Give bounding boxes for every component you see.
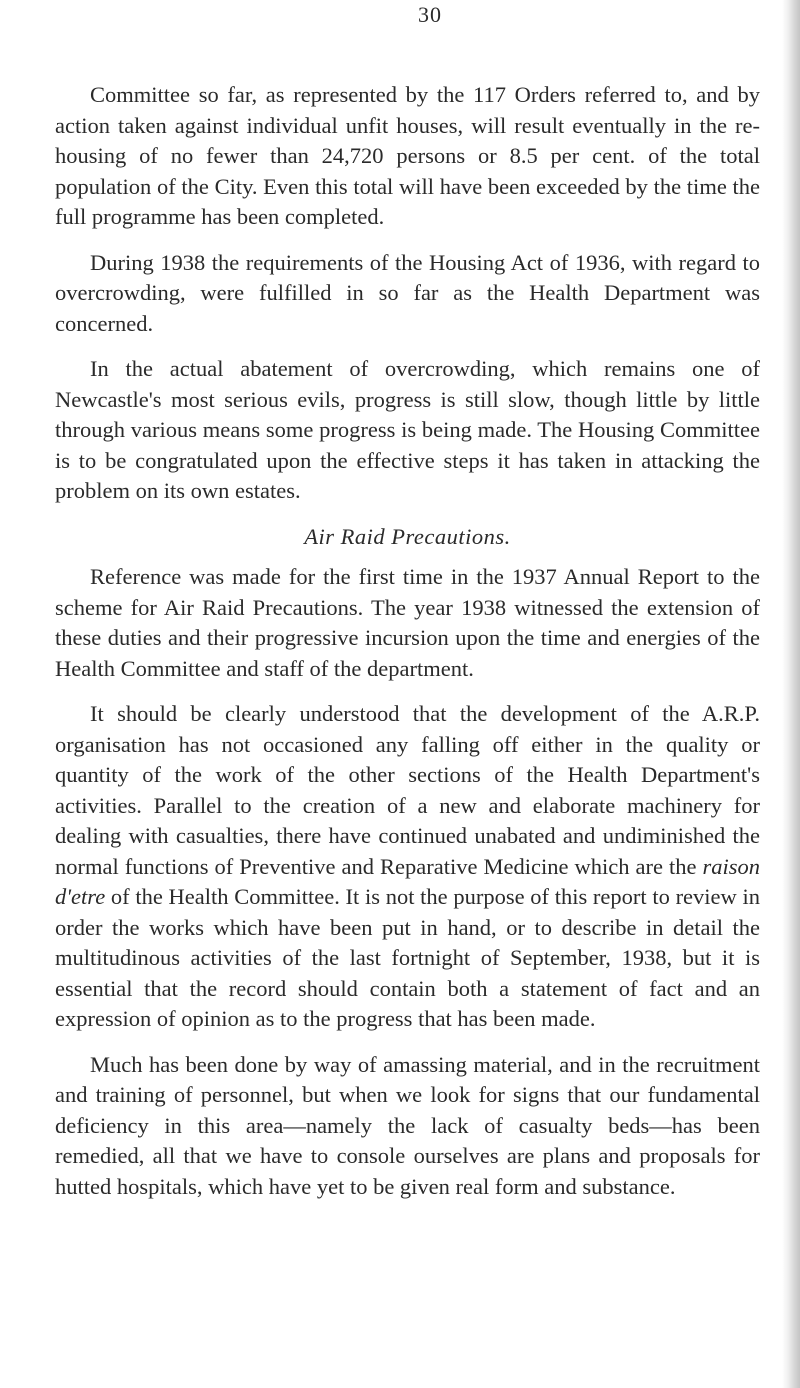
raison-detre-phrase: raison d'etre [55,853,760,909]
paragraph-casualty-beds: Much has been done by way of amassing material, and in the recruitment and training of personnel, but when we look for signs that our fundamental deficiency in this area—namely the lack of casualty beds—has been remedied, all that we have to console ourselves are plans and proposals for hutted hospitals, which have yet to be given real form and substance. [55,1051,760,1199]
paragraph-housing-orders: Committee so far, as represented by the 117 Orders referred to, and by action taken against individual unfit houses, will result eventually in the re-housing of no fewer than 24,720 persons or 8.5 per cent. of the total population of the City. Even this total will have been exceeded by the time the full programme has been completed. [55,82,760,229]
document-body [55,80,760,1217]
page-edge-shadow [782,0,800,1388]
paragraph-housing-act: During 1938 the requirements of the Housing Act of 1936, with regard to overcrowding, were fulfilled in so far as the Health Department was concerned. [55,249,760,336]
paragraph-arp-organisation [55,699,760,1035]
paragraph-overcrowding: In the actual abatement of overcrowding, which remains one of Newcastle's most serious evils, progress is still slow, though little by little through various means some progress is being made. The Housing Committee is to be congratulated upon the effective steps it has taken in attacking the problem on its own estates. [55,356,760,503]
arp-text-before: It should be clearly understood that the development of the A.R.P. organisation has not occasioned any falling off either in the quality or quantity of the work of the other sections of the Health Department's activities. Parallel to the creation of a new and elaborate machinery for dealing with casualties, there have continued unabated and undiminished the normal functions of Preventive and Reparative Medicine which are the [55,701,760,879]
arp-text-after: of the Health Committee. It is not the purpose of this report to review in order the works which have been put in hand, or to describe in detail the multitudinous activities of the last fortnight of September, 1938, but it is essential that the record should contain both a statement of fact and an expression of opinion as to the progress that has been made. [55,884,760,1031]
page-number: 30 [418,2,442,27]
section-heading-air-raid-precautions: Air Raid Precautions. [304,523,511,549]
paragraph-arp-reference: Reference was made for the first time in the 1937 Annual Report to the scheme for Air Raid Precautions. The year 1938 witnessed the extension of these duties and their progressive incursion upon the time and energies of the Health Committee and staff of the department. [55,564,760,681]
